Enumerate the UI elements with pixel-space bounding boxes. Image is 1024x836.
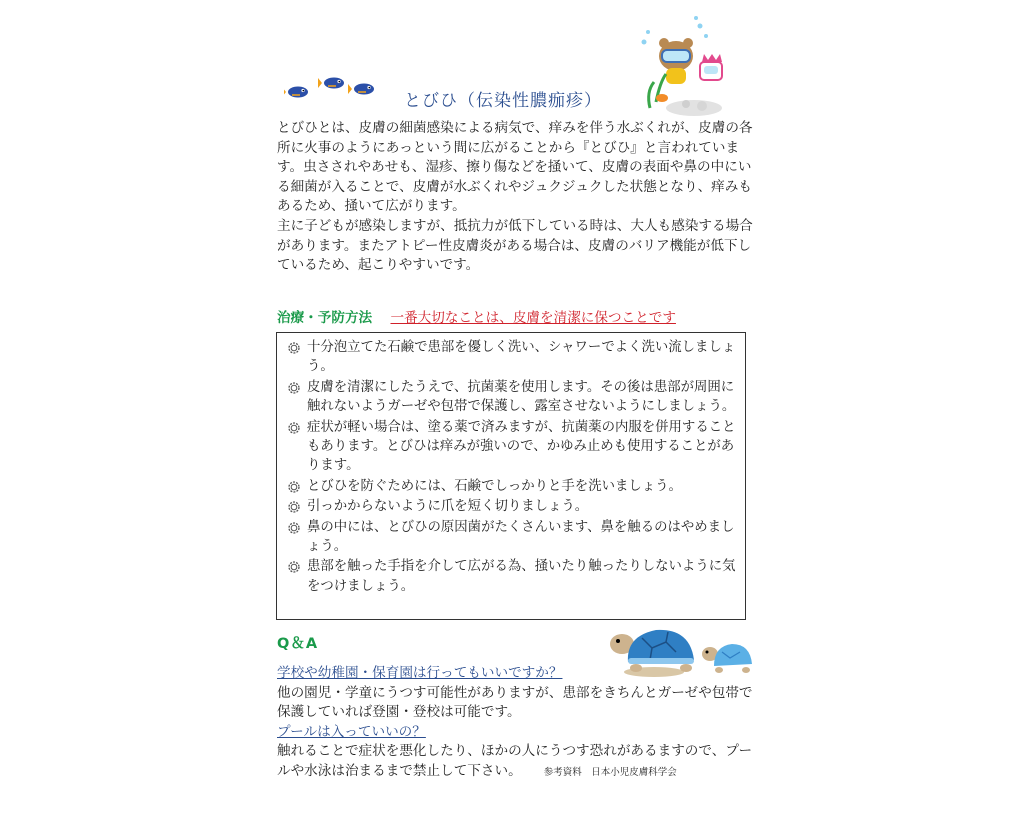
- intro-paragraph: 主に子どもが感染しますが、抵抗力が低下している時は、大人も感染する場合があります。またアトピー性皮膚炎がある場合は、皮膚のバリア機能が低下しているため、起こりやすいです。: [277, 217, 753, 274]
- list-item: [285, 518, 737, 557]
- page-title: とびひ（伝染性膿痂疹）: [404, 91, 602, 111]
- list-item-text: 症状が軽い場合は、塗る薬で済みますが、抗菌薬の内服を併用することもあります。とびひは痒みが強いので、かゆみ止めも使用することがあります。: [307, 419, 736, 474]
- qa-question[interactable]: 学校や幼稚園・保育園は行ってもいいですか？: [277, 665, 563, 681]
- list-item: [285, 477, 737, 496]
- qa-question[interactable]: プールは入っていいの？: [277, 723, 426, 740]
- list-item: [285, 497, 737, 516]
- gear-bullet-icon: [287, 341, 301, 355]
- treatment-key-note: 一番大切なことは、皮膚を清潔に保つことです: [390, 310, 676, 326]
- list-item: [285, 378, 737, 417]
- qa-answer: [277, 742, 753, 782]
- fish-icon: [348, 84, 374, 95]
- list-item-text: 引っかからないように爪を短く切りましょう。: [307, 499, 589, 515]
- treatment-heading: 治療・予防方法: [277, 310, 373, 326]
- gear-bullet-icon: [287, 560, 301, 574]
- fish-group-illustration: [284, 74, 384, 104]
- intro-text: [277, 119, 753, 276]
- diver-bear-icon: [636, 12, 746, 116]
- fish-icon: [318, 78, 344, 89]
- qa-section: [277, 664, 753, 783]
- list-item-text: 鼻の中には、とびひの原因菌がたくさんいます、鼻を触るのはやめましょう。: [307, 519, 735, 555]
- gear-bullet-icon: [287, 500, 301, 514]
- treatment-list: [285, 338, 737, 596]
- qa-heading: Q＆A: [277, 636, 319, 652]
- qa-answer-text: 触れることで症状を悪化したり、ほかの人にうつす恐れがあるますので、プールや水泳は治まるまで禁止して下さい。: [277, 743, 753, 779]
- gear-bullet-icon: [287, 521, 301, 535]
- treatment-box: [276, 332, 746, 620]
- reference-note: 参考資料 日本小児皮膚科学会: [543, 766, 677, 778]
- list-item-text: 皮膚を清潔にしたうえで、抗菌薬を使用します。その後は患部が周囲に触れないようガーゼや包帯で保護し、露室させないようにしましょう。: [307, 379, 736, 415]
- gear-bullet-icon: [287, 381, 301, 395]
- qa-answer: 他の園児・学童にうつす可能性がありますが、患部をきちんとガーゼや包帯で保護していれば登園・登校は可能です。: [277, 684, 753, 721]
- list-item: [285, 338, 737, 377]
- list-item: [285, 418, 737, 476]
- intro-paragraph: とびひとは、皮膚の細菌感染による病気で、痒みを伴う水ぶくれが、皮膚の各所に火事のようにあっという間に広がることから『とびひ』と言われています。虫さされやあせも、湿疹、擦り傷などを掻いて、皮膚の表面や鼻の中にいる細菌が入ることで、皮膚が水ぶくれやジュクジュクした状態となり、痒みもあるため、掻いて広がります。: [277, 120, 753, 215]
- treatment-heading-row: [277, 306, 676, 326]
- gear-bullet-icon: [287, 480, 301, 494]
- list-item-text: 患部を触った手指を介して広がる為、掻いたり触ったりしないように気をつけましょう。: [307, 559, 736, 594]
- list-item-text: 十分泡立てた石鹸で患部を優しく洗い、シャワーでよく洗い流しましょう。: [307, 340, 736, 375]
- list-item-text: とびひを防ぐためには、石鹸でしっかりと手を洗いましょう。: [307, 478, 682, 494]
- fish-icon: [284, 87, 308, 98]
- gear-bullet-icon: [287, 421, 301, 435]
- list-item: [285, 557, 737, 596]
